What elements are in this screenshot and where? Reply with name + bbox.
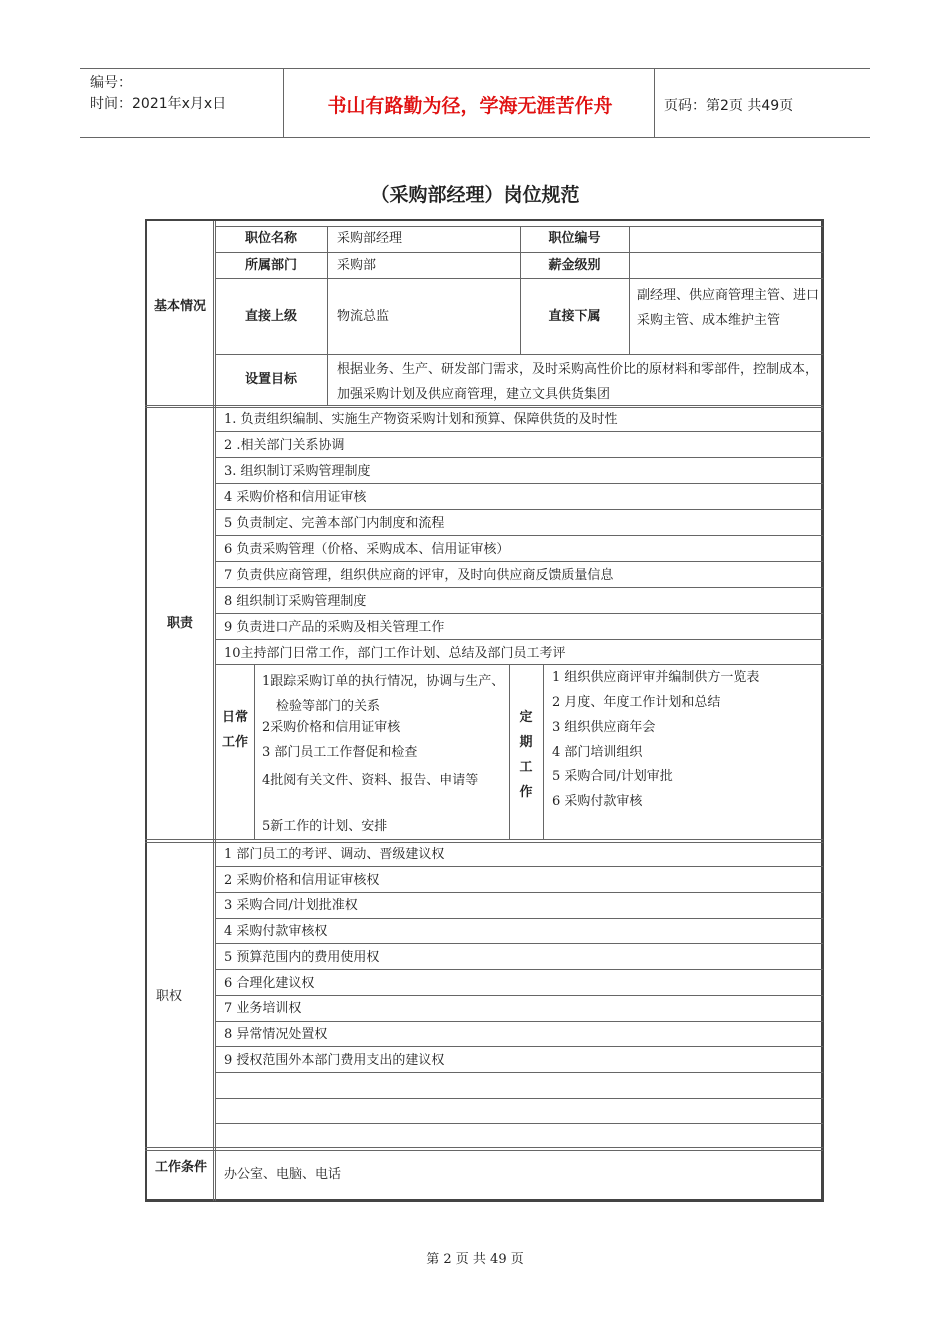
column-divider bbox=[254, 664, 255, 839]
header-divider bbox=[654, 69, 655, 137]
periodic-item: 4 部门培训组织 bbox=[552, 745, 643, 760]
row-line bbox=[215, 354, 823, 355]
column-divider bbox=[213, 221, 214, 1201]
row-line bbox=[215, 1098, 823, 1099]
section-divider bbox=[145, 1150, 823, 1151]
authority-item: 6 合理化建议权 bbox=[224, 976, 315, 991]
section-divider bbox=[145, 1147, 823, 1148]
row-line bbox=[215, 535, 823, 536]
row-line bbox=[215, 457, 823, 458]
header-divider bbox=[283, 69, 284, 137]
column-divider bbox=[543, 664, 544, 839]
duty-item: 2 .相关部门关系协调 bbox=[224, 438, 345, 453]
row-line bbox=[215, 509, 823, 510]
section-divider bbox=[145, 407, 823, 408]
row-line bbox=[215, 613, 823, 614]
daily-item: 1跟踪采购订单的执行情况，协调与生产、检验等部门的关系 bbox=[262, 674, 505, 714]
goal-value: 根据业务、生产、研发部门需求，及时采购高性价比的原材料和零部件，控制成本，加强采购计划及供应商管理，建立文具供货集团 bbox=[337, 362, 819, 402]
row-line bbox=[215, 969, 823, 970]
row-line bbox=[215, 918, 823, 919]
page-header bbox=[80, 68, 870, 138]
duty-item: 9 负责进口产品的采购及相关管理工作 bbox=[224, 620, 445, 635]
duty-item: 5 负责制定、完善本部门内制度和流程 bbox=[224, 516, 445, 531]
duty-item: 10主持部门日常工作，部门工作计划、总结及部门员工考评 bbox=[224, 646, 566, 661]
column-divider bbox=[327, 226, 328, 406]
periodic-item: 3 组织供应商年会 bbox=[552, 720, 656, 735]
authority-item: 2 采购价格和信用证审核权 bbox=[224, 873, 380, 888]
row-line bbox=[215, 587, 823, 588]
authority-item: 8 异常情况处置权 bbox=[224, 1027, 328, 1042]
department-value: 采购部 bbox=[337, 258, 377, 273]
row-line bbox=[215, 431, 823, 432]
periodic-item: 2 月度、年度工作计划和总结 bbox=[552, 695, 721, 710]
conditions-value: 办公室、电脑、电话 bbox=[224, 1167, 342, 1182]
position-name-value: 采购部经理 bbox=[337, 231, 403, 246]
row-line bbox=[215, 226, 823, 227]
page-footer: 第 2 页 共 49 页 bbox=[426, 1252, 524, 1267]
authority-item: 3 采购合同/计划批准权 bbox=[224, 898, 358, 913]
serial-label: 编号： bbox=[90, 75, 132, 91]
row-line bbox=[215, 639, 823, 640]
duty-item: 4 采购价格和信用证审核 bbox=[224, 490, 367, 505]
position-id-label: 职位编号 bbox=[548, 231, 601, 246]
duty-item: 3. 组织制订采购管理制度 bbox=[224, 464, 371, 479]
periodic-work-label: 定期工作 bbox=[519, 710, 533, 800]
periodic-item: 1 组织供应商评审并编制供方一览表 bbox=[552, 670, 760, 685]
subordinate-value: 副经理、供应商管理主管、进口采购主管、成本维护主管 bbox=[637, 288, 820, 328]
row-line bbox=[215, 1021, 823, 1022]
goal-label: 设置目标 bbox=[244, 372, 297, 387]
duties-section-label: 职责 bbox=[166, 616, 193, 631]
header-motto: 书山有路勤为径，学海无涯苦作舟 bbox=[327, 95, 613, 117]
periodic-item: 5 采购合同/计划审批 bbox=[552, 769, 673, 784]
duty-item: 8 组织制订采购管理制度 bbox=[224, 594, 367, 609]
duty-item: 7 负责供应商管理，组织供应商的评审，及时向供应商反馈质量信息 bbox=[224, 568, 614, 583]
row-line bbox=[215, 995, 823, 996]
header-meta bbox=[90, 73, 226, 115]
superior-label: 直接上级 bbox=[244, 309, 297, 324]
daily-work-label: 日常工作 bbox=[222, 710, 249, 750]
row-line bbox=[215, 866, 823, 867]
authority-item: 7 业务培训权 bbox=[224, 1001, 302, 1016]
column-divider bbox=[629, 226, 630, 354]
header-page-info: 页码：第2页 共49页 bbox=[664, 98, 794, 114]
duty-item: 1. 负责组织编制、实施生产物资采购计划和预算、保障供货的及时性 bbox=[224, 412, 618, 427]
row-line bbox=[215, 483, 823, 484]
row-line bbox=[215, 252, 823, 253]
authority-item: 4 采购付款审核权 bbox=[224, 924, 328, 939]
authority-item: 1 部门员工的考评、调动、晋级建议权 bbox=[224, 847, 445, 862]
daily-item: 3 部门员工工作督促和检查 bbox=[262, 745, 418, 760]
superior-value: 物流总监 bbox=[337, 309, 390, 324]
authority-item: 9 授权范围外本部门费用支出的建议权 bbox=[224, 1053, 445, 1068]
department-label: 所属部门 bbox=[244, 258, 297, 273]
duty-item: 6 负责采购管理（价格、采购成本、信用证审核） bbox=[224, 542, 510, 557]
daily-item: 4批阅有关文件、资料、报告、申请等 bbox=[262, 773, 479, 788]
subordinate-label: 直接下属 bbox=[548, 309, 601, 324]
section-divider bbox=[145, 842, 823, 843]
row-line bbox=[215, 664, 823, 665]
basic-section-label: 基本情况 bbox=[153, 299, 206, 314]
row-line bbox=[215, 1046, 823, 1047]
salary-label: 薪金级别 bbox=[548, 258, 601, 273]
section-divider bbox=[145, 839, 823, 840]
periodic-item: 6 采购付款审核 bbox=[552, 794, 643, 809]
daily-item: 2采购价格和信用证审核 bbox=[262, 720, 401, 735]
row-line bbox=[215, 1123, 823, 1124]
date-label: 时间：2021年x月x日 bbox=[90, 96, 227, 112]
row-line bbox=[215, 943, 823, 944]
page-title: （采购部经理）岗位规范 bbox=[370, 184, 580, 206]
conditions-section-label: 工作条件 bbox=[154, 1160, 207, 1175]
authority-item: 5 预算范围内的费用使用权 bbox=[224, 950, 380, 965]
row-line bbox=[215, 278, 823, 279]
row-line bbox=[215, 561, 823, 562]
daily-item: 5新工作的计划、安排 bbox=[262, 819, 388, 834]
authority-section-label: 职权 bbox=[156, 989, 183, 1004]
column-divider bbox=[215, 221, 216, 1201]
position-name-label: 职位名称 bbox=[244, 231, 297, 246]
row-line bbox=[215, 1072, 823, 1073]
row-line bbox=[215, 892, 823, 893]
